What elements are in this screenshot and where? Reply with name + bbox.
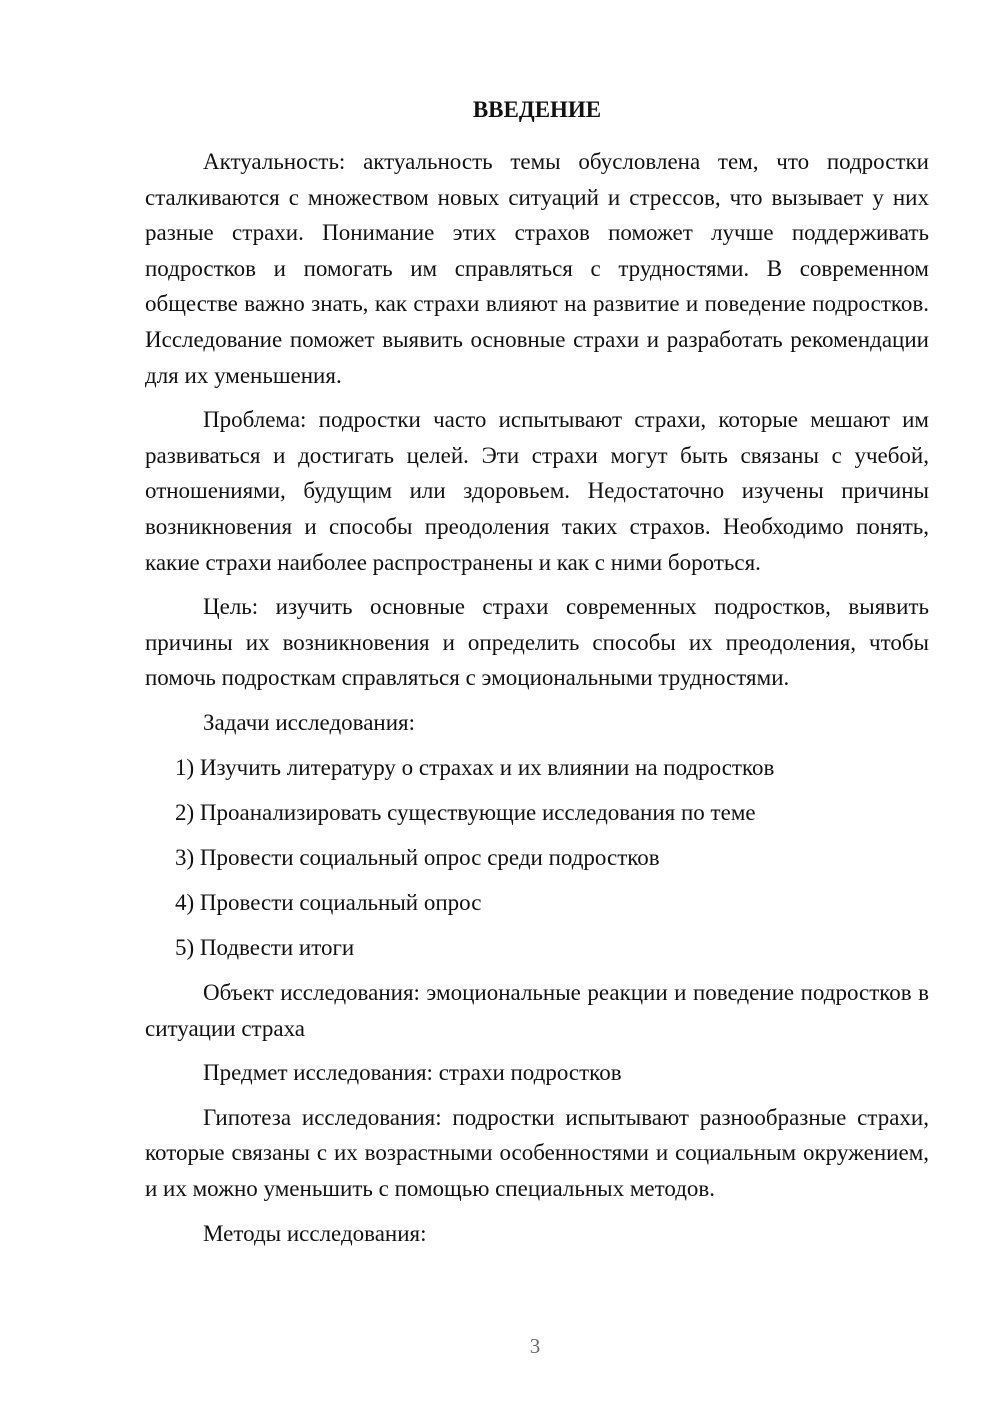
list-item: 5) Подвести итоги — [175, 934, 355, 960]
relevance-paragraph: Актуальность: актуальность темы обусловлена тем, что подростки сталкиваются с множеством новых ситуаций и стрессов, что вызывает у них разные страхи. Понимание этих страхов поможет лучше поддерживать подростков и помогать им справляться с трудностями. В современном обществе важно знать, как страхи влияют на развитие и поведение подростков. Исследование поможет выявить основные страхи и разработать рекомендации для их уменьшения. — [145, 149, 929, 388]
tasks-list — [145, 750, 929, 966]
list-item: 3) Провести социальный опрос среди подростков — [175, 844, 660, 870]
goal-paragraph: Цель: изучить основные страхи современных подростков, выявить причины их возникновения и определить способы их преодоления, чтобы помочь подросткам справляться с эмоциональными трудностями. — [145, 594, 929, 691]
object-paragraph: Объект исследования: эмоциональные реакции и поведение подростков в ситуации страха — [145, 979, 929, 1041]
document-page — [145, 92, 929, 1260]
subject-paragraph: Предмет исследования: страхи подростков — [203, 1060, 622, 1086]
hypothesis-paragraph: Гипотеза исследования: подростки испытывают разнообразные страхи, которые связаны с их возрастными особенностями и социальным окружением, и их можно уменьшить с помощью специальных методов. — [145, 1104, 929, 1201]
list-item: 1) Изучить литературу о страхах и их влиянии на подростков — [175, 754, 775, 780]
list-item: 4) Провести социальный опрос — [175, 889, 482, 915]
methods-heading: Методы исследования: — [203, 1220, 427, 1246]
tasks-heading: Задачи исследования: — [203, 709, 416, 735]
section-title: ВВЕДЕНИЕ — [472, 97, 602, 122]
problem-paragraph: Проблема: подростки часто испытывают страхи, которые мешают им развиваться и достигать целей. Эти страхи могут быть связаны с учебой, отношениями, будущим или здоровьем. Недостаточно изучены причины возникновения и способы преодоления таких страхов. Необходимо понять, какие страхи наиболее распространены и как с ними бороться. — [145, 407, 929, 575]
list-item: 2) Проанализировать существующие исследования по теме — [175, 799, 756, 825]
page-number: 3 — [529, 1334, 541, 1358]
